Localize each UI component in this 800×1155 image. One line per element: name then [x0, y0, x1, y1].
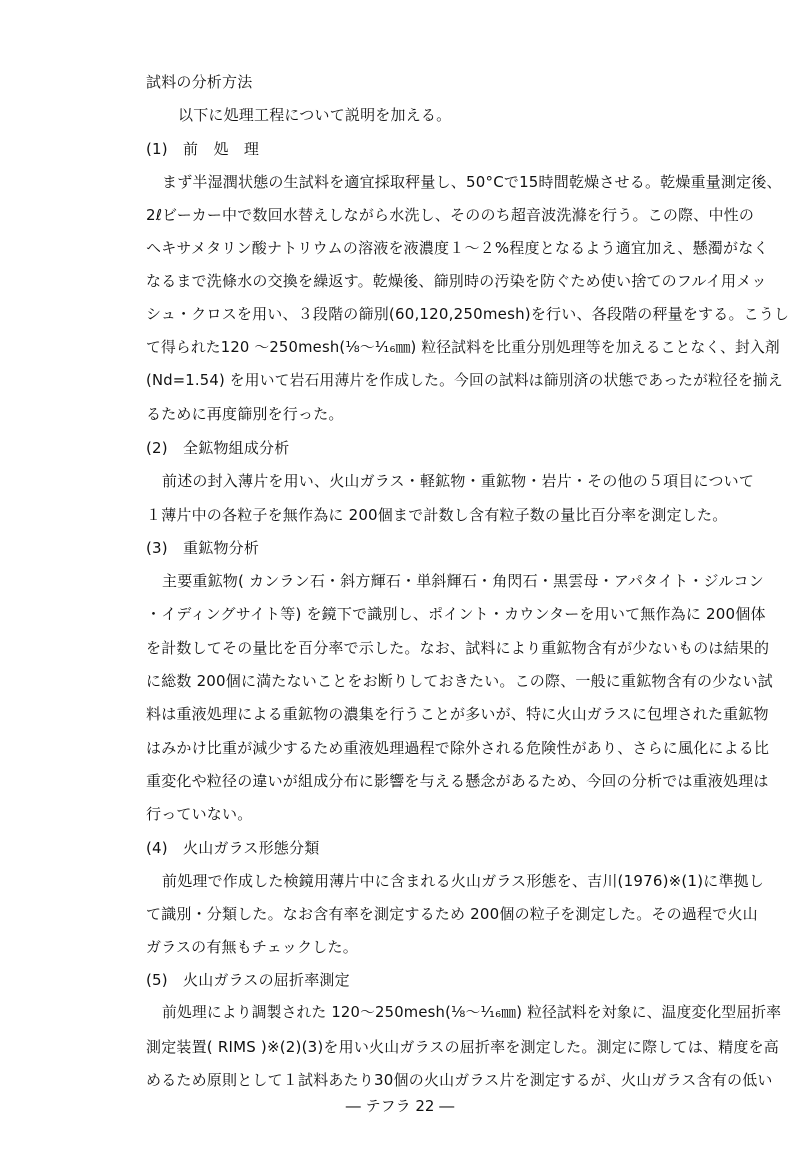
section-4-line: 前処理で作成した検鏡用薄片中に含まれる火山ガラス形態を、吉川(1976)※(1)に準拠し	[162, 872, 765, 890]
section-1-line: (Nd=1.54) を用いて岩石用薄片を作成した。今回の試料は篩別済の状態であったが粒径を揃え	[146, 372, 783, 389]
section-1-line: なるまで洗條水の交換を繰返す。乾燥後、篩別時の汚染を防ぐため使い捨てのフルイ用メッ	[146, 272, 767, 290]
section-1-line: るために再度篩別を行った。	[146, 405, 344, 423]
section-2-heading: (2) 全鉱物組成分析	[146, 439, 290, 457]
section-3-line: 主要重鉱物( カンラン石・斜方輝石・単斜輝石・角閃石・黒雲母・アパタイト・ジルコン	[162, 572, 764, 590]
section-1-line: シュ・クロスを用い、３段階の篩別(60,120,250mesh)を行い、各段階の秤量をする。こうし	[146, 305, 790, 323]
section-4-line: て識別・分類した。なお含有率を測定するため 200個の粒子を測定した。その過程で火山	[146, 905, 758, 923]
section-5-line: 前処理により調製された 120～250mesh(⅛～⅟₁₆㎜) 粒径試料を対象に、温度変化型屈折率	[162, 1004, 782, 1021]
section-3-line: 行っていない。	[146, 805, 253, 823]
section-1-line: まず半湿潤状態の生試料を適宜採取秤量し、50°Cで15時間乾燥させる。乾燥重量測定後、	[162, 173, 782, 191]
section-1-line: 2ℓビーカー中で数回水替えしながら水洗し、そののち超音波洗滌を行う。この際、中性の	[146, 206, 755, 224]
section-4-heading: (4) 火山ガラス形態分類	[146, 839, 320, 857]
section-5-heading: (5) 火山ガラスの屈折率測定	[146, 971, 350, 989]
section-2-line: 前述の封入薄片を用い、火山ガラス・軽鉱物・重鉱物・岩片・その他の５項目について	[162, 472, 755, 490]
section-5-line: めるため原則として１試料あたり30個の火山ガラス片を測定するが、火山ガラス含有の低い	[146, 1071, 773, 1089]
section-4-line: ガラスの有無もチェックした。	[146, 938, 358, 956]
section-3-line: に総数 200個に満たないことをお断りしておきたい。この際、一般に重鉱物含有の少ない試	[146, 672, 774, 690]
intro-text: 以下に処理工程について説明を加える。	[178, 106, 452, 124]
section-3-line: 重変化や粒径の違いが組成分布に影響を与える懸念があるため、今回の分析では重液処理は	[146, 772, 769, 790]
section-5-line: 測定装置( RIMS )※(2)(3)を用い火山ガラスの屈折率を測定した。測定に際しては、精度を高	[146, 1038, 779, 1056]
section-1-line: て得られた120 ～250mesh(⅛～⅟₁₆㎜) 粒径試料を比重分別処理等を加えることなく、封入剤	[146, 339, 780, 356]
section-2-line: １薄片中の各粒子を無作為に 200個まで計数し含有粒子数の量比百分率を測定した。	[146, 506, 728, 524]
section-1-line: ヘキサメタリン酸ナトリウムの溶液を液濃度１～２%程度となるよう適宜加え、懸濁がなく	[146, 239, 769, 257]
section-3-heading: (3) 重鉱物分析	[146, 539, 260, 557]
section-3-line: 料は重液処理による重鉱物の濃集を行うことが多いが、特に火山ガラスに包埋された重鉱物	[146, 705, 769, 723]
section-3-line: はみかけ比重が減少するため重液処理過程で除外される危険性があり、さらに風化による比	[146, 739, 770, 757]
section-3-line: を計数してその量比を百分率で示した。なお、試料により重鉱物含有が少ないものは結果的	[146, 639, 770, 657]
section-3-line: ・イディングサイト等) を鏡下で識別し、ポイント・カウンターを用いて無作為に 200個体	[146, 605, 766, 623]
section-1-heading: (1) 前 処 理	[146, 140, 260, 158]
document-title: 試料の分析方法	[146, 73, 253, 91]
page-footer: ― テフラ 22 ―	[345, 1097, 455, 1115]
